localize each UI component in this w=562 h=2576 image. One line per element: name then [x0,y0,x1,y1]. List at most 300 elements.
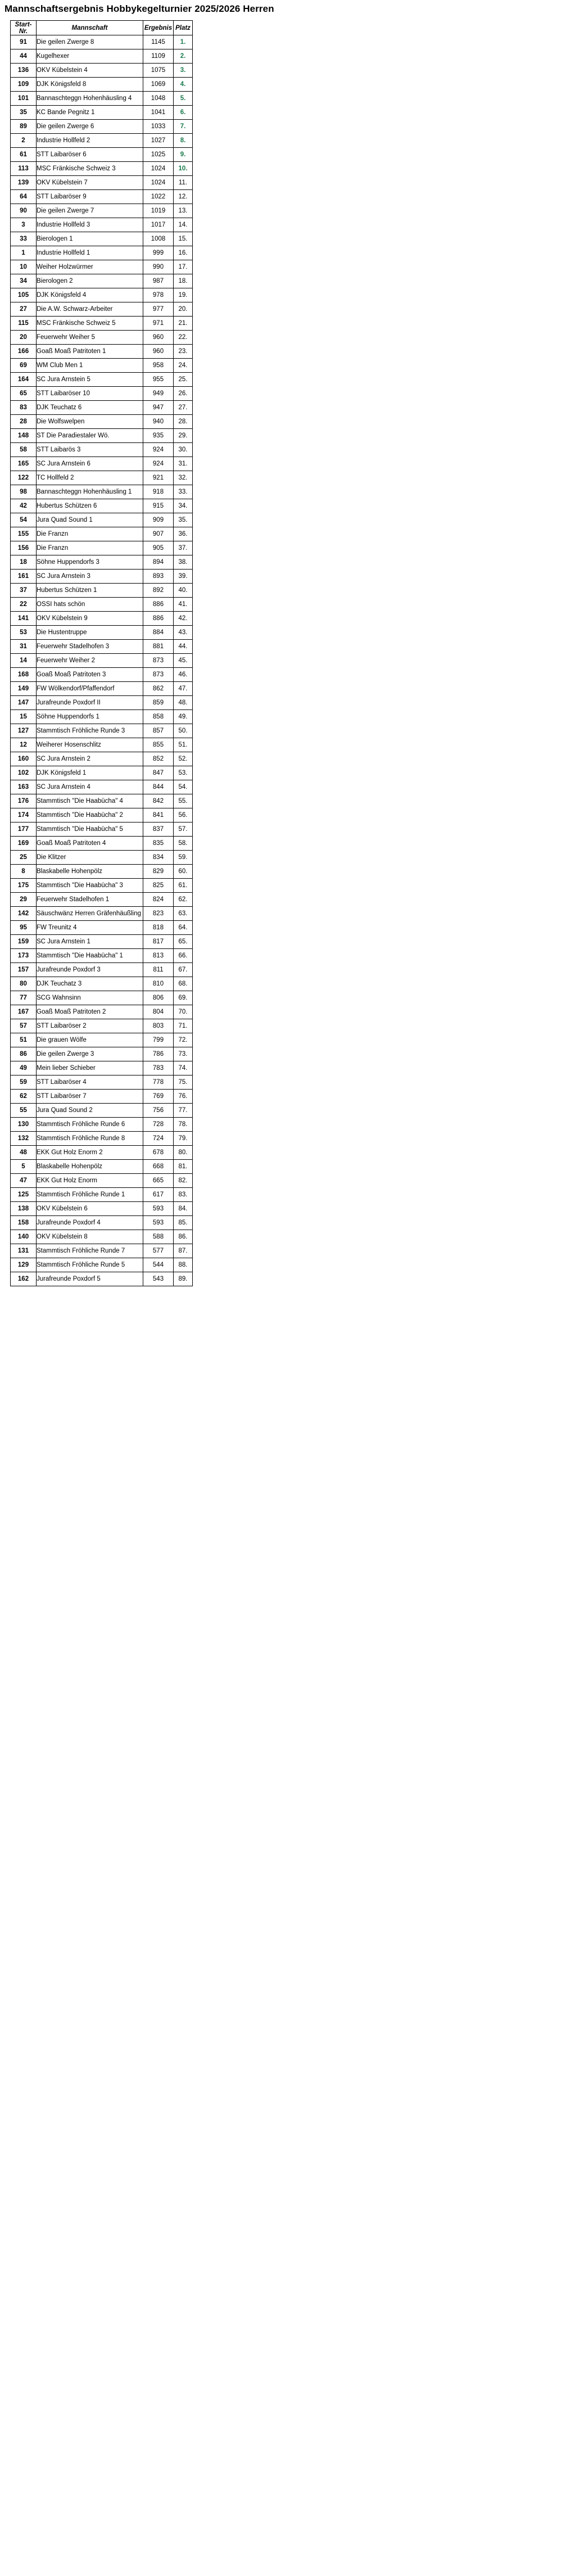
cell-platz: 62. [174,893,193,907]
cell-ergebnis: 893 [143,570,174,584]
cell-start-nr: 166 [11,345,37,359]
cell-mannschaft: EKK Gut Holz Enorm [37,1174,143,1188]
cell-mannschaft: Jura Quad Sound 1 [37,513,143,527]
cell-platz: 9. [174,148,193,162]
table-row [11,780,193,794]
cell-mannschaft: Kugelhexer [37,49,143,64]
cell-start-nr: 58 [11,443,37,457]
cell-start-nr: 83 [11,401,37,415]
cell-mannschaft: Weiherer Hosenschlitz [37,738,143,752]
cell-platz: 78. [174,1118,193,1132]
cell-ergebnis: 1033 [143,120,174,134]
cell-start-nr: 53 [11,626,37,640]
cell-ergebnis: 947 [143,401,174,415]
cell-mannschaft: TC Hollfeld 2 [37,471,143,485]
cell-platz: 35. [174,513,193,527]
table-row [11,865,193,879]
cell-ergebnis: 894 [143,555,174,570]
cell-ergebnis: 978 [143,288,174,302]
cell-ergebnis: 987 [143,274,174,288]
cell-ergebnis: 873 [143,654,174,668]
cell-start-nr: 35 [11,106,37,120]
cell-start-nr: 18 [11,555,37,570]
cell-start-nr: 20 [11,331,37,345]
cell-start-nr: 95 [11,921,37,935]
cell-ergebnis: 835 [143,837,174,851]
cell-ergebnis: 844 [143,780,174,794]
cell-start-nr: 51 [11,1033,37,1047]
table-row [11,246,193,260]
cell-ergebnis: 859 [143,696,174,710]
cell-start-nr: 105 [11,288,37,302]
cell-ergebnis: 678 [143,1146,174,1160]
table-row [11,738,193,752]
cell-ergebnis: 1145 [143,35,174,49]
cell-start-nr: 55 [11,1104,37,1118]
cell-mannschaft: Goaß Moaß Patritoten 3 [37,668,143,682]
cell-mannschaft: OSSI hats schön [37,598,143,612]
cell-platz: 12. [174,190,193,204]
cell-platz: 55. [174,794,193,808]
cell-platz: 67. [174,963,193,977]
cell-mannschaft: Die geilen Zwerge 6 [37,120,143,134]
cell-start-nr: 44 [11,49,37,64]
cell-ergebnis: 786 [143,1047,174,1061]
table-row [11,1075,193,1090]
table-row [11,710,193,724]
cell-start-nr: 177 [11,822,37,837]
cell-ergebnis: 990 [143,260,174,274]
cell-start-nr: 61 [11,148,37,162]
cell-mannschaft: Stammtisch "Die Haabücha" 4 [37,794,143,808]
table-row [11,598,193,612]
cell-ergebnis: 905 [143,541,174,555]
cell-ergebnis: 858 [143,710,174,724]
table-row [11,471,193,485]
cell-ergebnis: 892 [143,584,174,598]
cell-ergebnis: 823 [143,907,174,921]
cell-ergebnis: 1025 [143,148,174,162]
table-row [11,1258,193,1272]
cell-mannschaft: STT Laibaröser 4 [37,1075,143,1090]
cell-start-nr: 69 [11,359,37,373]
cell-start-nr: 22 [11,598,37,612]
cell-start-nr: 157 [11,963,37,977]
table-row [11,949,193,963]
table-row [11,1047,193,1061]
table-row [11,359,193,373]
cell-start-nr: 168 [11,668,37,682]
cell-ergebnis: 971 [143,317,174,331]
cell-start-nr: 138 [11,1202,37,1216]
cell-mannschaft: Feuerwehr Weiher 5 [37,331,143,345]
cell-platz: 1. [174,35,193,49]
cell-ergebnis: 884 [143,626,174,640]
cell-start-nr: 5 [11,1160,37,1174]
cell-ergebnis: 778 [143,1075,174,1090]
table-row [11,429,193,443]
cell-start-nr: 156 [11,541,37,555]
cell-platz: 6. [174,106,193,120]
cell-start-nr: 174 [11,808,37,822]
table-row [11,415,193,429]
cell-start-nr: 127 [11,724,37,738]
cell-mannschaft: MSC Fränkische Schweiz 5 [37,317,143,331]
cell-mannschaft: Stammtisch "Die Haabücha" 3 [37,879,143,893]
cell-platz: 26. [174,387,193,401]
cell-platz: 40. [174,584,193,598]
cell-mannschaft: OKV Kübelstein 9 [37,612,143,626]
cell-mannschaft: SC Jura Arnstein 4 [37,780,143,794]
cell-start-nr: 12 [11,738,37,752]
cell-start-nr: 136 [11,64,37,78]
cell-start-nr: 31 [11,640,37,654]
cell-start-nr: 167 [11,1005,37,1019]
table-row [11,401,193,415]
cell-ergebnis: 544 [143,1258,174,1272]
cell-mannschaft: Feuerwehr Stadelhofen 1 [37,893,143,907]
table-row [11,1174,193,1188]
cell-start-nr: 122 [11,471,37,485]
cell-start-nr: 98 [11,485,37,499]
cell-platz: 84. [174,1202,193,1216]
cell-platz: 24. [174,359,193,373]
cell-platz: 70. [174,1005,193,1019]
cell-ergebnis: 907 [143,527,174,541]
table-row [11,682,193,696]
cell-start-nr: 142 [11,907,37,921]
cell-start-nr: 101 [11,92,37,106]
cell-platz: 20. [174,302,193,317]
cell-mannschaft: Blaskabelle Hohenpölz [37,1160,143,1174]
cell-platz: 13. [174,204,193,218]
cell-platz: 60. [174,865,193,879]
table-row [11,387,193,401]
cell-mannschaft: SC Jura Arnstein 6 [37,457,143,471]
cell-mannschaft: DJK Teuchatz 3 [37,977,143,991]
cell-ergebnis: 921 [143,471,174,485]
table-row [11,35,193,49]
cell-mannschaft: Hubertus Schützen 1 [37,584,143,598]
cell-start-nr: 77 [11,991,37,1005]
cell-mannschaft: DJK Teuchatz 6 [37,401,143,415]
cell-platz: 18. [174,274,193,288]
cell-ergebnis: 1048 [143,92,174,106]
cell-ergebnis: 724 [143,1132,174,1146]
cell-platz: 50. [174,724,193,738]
cell-platz: 54. [174,780,193,794]
table-row [11,1146,193,1160]
column-header-start-nr: Start-Nr. [11,21,37,35]
cell-start-nr: 15 [11,710,37,724]
table-row [11,991,193,1005]
cell-ergebnis: 1008 [143,232,174,246]
cell-mannschaft: STT Laibaröser 7 [37,1090,143,1104]
cell-start-nr: 176 [11,794,37,808]
table-row [11,499,193,513]
cell-mannschaft: Industrie Hollfeld 2 [37,134,143,148]
cell-platz: 36. [174,527,193,541]
cell-mannschaft: STT Laibarös 3 [37,443,143,457]
cell-start-nr: 37 [11,584,37,598]
table-row [11,1118,193,1132]
cell-mannschaft: Stammtisch "Die Haabücha" 5 [37,822,143,837]
cell-ergebnis: 918 [143,485,174,499]
cell-mannschaft: WM Club Men 1 [37,359,143,373]
table-row [11,1244,193,1258]
cell-mannschaft: Mein lieber Schieber [37,1061,143,1075]
table-row [11,443,193,457]
cell-start-nr: 34 [11,274,37,288]
cell-platz: 21. [174,317,193,331]
cell-start-nr: 57 [11,1019,37,1033]
table-row [11,921,193,935]
cell-ergebnis: 949 [143,387,174,401]
column-header-ergebnis: Ergebnis [143,21,174,35]
cell-start-nr: 115 [11,317,37,331]
cell-ergebnis: 811 [143,963,174,977]
cell-ergebnis: 886 [143,598,174,612]
table-row [11,837,193,851]
cell-start-nr: 125 [11,1188,37,1202]
table-row [11,120,193,134]
cell-platz: 61. [174,879,193,893]
cell-mannschaft: Die Franzn [37,527,143,541]
table-row [11,696,193,710]
table-row [11,317,193,331]
cell-mannschaft: Bierologen 1 [37,232,143,246]
cell-platz: 4. [174,78,193,92]
table-row [11,752,193,766]
cell-platz: 2. [174,49,193,64]
cell-mannschaft: DJK Königsfeld 8 [37,78,143,92]
cell-ergebnis: 924 [143,443,174,457]
table-row [11,78,193,92]
cell-ergebnis: 588 [143,1230,174,1244]
cell-start-nr: 162 [11,1272,37,1286]
cell-start-nr: 140 [11,1230,37,1244]
document-page [0,0,562,1286]
cell-mannschaft: Feuerwehr Stadelhofen 3 [37,640,143,654]
cell-start-nr: 113 [11,162,37,176]
cell-platz: 8. [174,134,193,148]
cell-mannschaft: FW Treunitz 4 [37,921,143,935]
cell-ergebnis: 1024 [143,162,174,176]
cell-ergebnis: 824 [143,893,174,907]
cell-ergebnis: 955 [143,373,174,387]
cell-platz: 74. [174,1061,193,1075]
cell-platz: 87. [174,1244,193,1258]
cell-start-nr: 28 [11,415,37,429]
table-row [11,1005,193,1019]
cell-platz: 49. [174,710,193,724]
table-row [11,654,193,668]
cell-ergebnis: 886 [143,612,174,626]
cell-start-nr: 102 [11,766,37,780]
cell-platz: 88. [174,1258,193,1272]
cell-ergebnis: 999 [143,246,174,260]
table-row [11,851,193,865]
cell-start-nr: 1 [11,246,37,260]
table-row [11,331,193,345]
table-row [11,49,193,64]
cell-start-nr: 173 [11,949,37,963]
table-row [11,626,193,640]
cell-ergebnis: 593 [143,1216,174,1230]
cell-mannschaft: DJK Königsfeld 1 [37,766,143,780]
table-row [11,148,193,162]
cell-mannschaft: Die grauen Wölfe [37,1033,143,1047]
cell-mannschaft: Stammtisch Fröhliche Runde 1 [37,1188,143,1202]
cell-ergebnis: 1109 [143,49,174,64]
cell-ergebnis: 665 [143,1174,174,1188]
cell-ergebnis: 1069 [143,78,174,92]
table-row [11,1202,193,1216]
cell-ergebnis: 829 [143,865,174,879]
cell-start-nr: 65 [11,387,37,401]
cell-ergebnis: 810 [143,977,174,991]
cell-mannschaft: Die Klitzer [37,851,143,865]
cell-platz: 48. [174,696,193,710]
table-row [11,373,193,387]
table-row [11,893,193,907]
table-row [11,1272,193,1286]
cell-mannschaft: Bannaschteggn Hohenhäusling 4 [37,92,143,106]
cell-mannschaft: Weiher Holzwürmer [37,260,143,274]
cell-mannschaft: Hubertus Schützen 6 [37,499,143,513]
cell-start-nr: 149 [11,682,37,696]
cell-platz: 66. [174,949,193,963]
cell-platz: 64. [174,921,193,935]
table-row [11,260,193,274]
cell-platz: 47. [174,682,193,696]
cell-ergebnis: 837 [143,822,174,837]
cell-ergebnis: 668 [143,1160,174,1174]
cell-ergebnis: 857 [143,724,174,738]
cell-platz: 68. [174,977,193,991]
cell-start-nr: 161 [11,570,37,584]
cell-platz: 63. [174,907,193,921]
cell-start-nr: 33 [11,232,37,246]
table-row [11,190,193,204]
cell-mannschaft: SC Jura Arnstein 5 [37,373,143,387]
cell-ergebnis: 543 [143,1272,174,1286]
cell-mannschaft: Industrie Hollfeld 1 [37,246,143,260]
table-row [11,513,193,527]
cell-ergebnis: 817 [143,935,174,949]
cell-mannschaft: SCG Wahnsinn [37,991,143,1005]
table-header [11,21,193,35]
cell-ergebnis: 842 [143,794,174,808]
cell-ergebnis: 593 [143,1202,174,1216]
cell-mannschaft: STT Laibaröser 9 [37,190,143,204]
table-row [11,1033,193,1047]
cell-ergebnis: 855 [143,738,174,752]
cell-platz: 86. [174,1230,193,1244]
cell-platz: 83. [174,1188,193,1202]
cell-platz: 23. [174,345,193,359]
cell-start-nr: 129 [11,1258,37,1272]
cell-mannschaft: Blaskabelle Hohenpölz [37,865,143,879]
cell-platz: 27. [174,401,193,415]
cell-platz: 29. [174,429,193,443]
cell-start-nr: 48 [11,1146,37,1160]
table-row [11,485,193,499]
table-row [11,218,193,232]
cell-start-nr: 175 [11,879,37,893]
cell-platz: 42. [174,612,193,626]
cell-start-nr: 169 [11,837,37,851]
column-header-platz: Platz [174,21,193,35]
cell-start-nr: 62 [11,1090,37,1104]
cell-mannschaft: Industrie Hollfeld 3 [37,218,143,232]
cell-start-nr: 164 [11,373,37,387]
table-row [11,612,193,626]
cell-platz: 71. [174,1019,193,1033]
cell-mannschaft: OKV Kübelstein 8 [37,1230,143,1244]
cell-ergebnis: 960 [143,345,174,359]
table-row [11,92,193,106]
cell-platz: 41. [174,598,193,612]
cell-ergebnis: 617 [143,1188,174,1202]
cell-ergebnis: 1041 [143,106,174,120]
cell-start-nr: 131 [11,1244,37,1258]
cell-ergebnis: 1019 [143,204,174,218]
cell-start-nr: 2 [11,134,37,148]
cell-start-nr: 14 [11,654,37,668]
cell-platz: 3. [174,64,193,78]
cell-platz: 51. [174,738,193,752]
table-row [11,1160,193,1174]
cell-mannschaft: Die geilen Zwerge 7 [37,204,143,218]
table-row [11,274,193,288]
cell-ergebnis: 1075 [143,64,174,78]
cell-start-nr: 29 [11,893,37,907]
table-header-row [11,21,193,35]
cell-mannschaft: Feuerwehr Weiher 2 [37,654,143,668]
cell-platz: 89. [174,1272,193,1286]
cell-start-nr: 90 [11,204,37,218]
table-row [11,1104,193,1118]
cell-platz: 16. [174,246,193,260]
cell-start-nr: 148 [11,429,37,443]
cell-ergebnis: 924 [143,457,174,471]
cell-platz: 25. [174,373,193,387]
cell-start-nr: 8 [11,865,37,879]
cell-mannschaft: Die Franzn [37,541,143,555]
table-row [11,1061,193,1075]
cell-start-nr: 10 [11,260,37,274]
cell-ergebnis: 862 [143,682,174,696]
cell-mannschaft: OKV Kübelstein 4 [37,64,143,78]
cell-start-nr: 3 [11,218,37,232]
cell-platz: 57. [174,822,193,837]
cell-platz: 79. [174,1132,193,1146]
cell-mannschaft: DJK Königsfeld 4 [37,288,143,302]
table-row [11,232,193,246]
cell-mannschaft: Bannaschteggn Hohenhäusling 1 [37,485,143,499]
cell-mannschaft: Stammtisch Fröhliche Runde 6 [37,1118,143,1132]
cell-start-nr: 47 [11,1174,37,1188]
cell-mannschaft: Jurafreunde Poxdorf 3 [37,963,143,977]
cell-ergebnis: 977 [143,302,174,317]
cell-start-nr: 91 [11,35,37,49]
cell-mannschaft: Jurafreunde Poxdorf 5 [37,1272,143,1286]
cell-start-nr: 141 [11,612,37,626]
cell-mannschaft: EKK Gut Holz Enorm 2 [37,1146,143,1160]
cell-start-nr: 109 [11,78,37,92]
table-row [11,106,193,120]
